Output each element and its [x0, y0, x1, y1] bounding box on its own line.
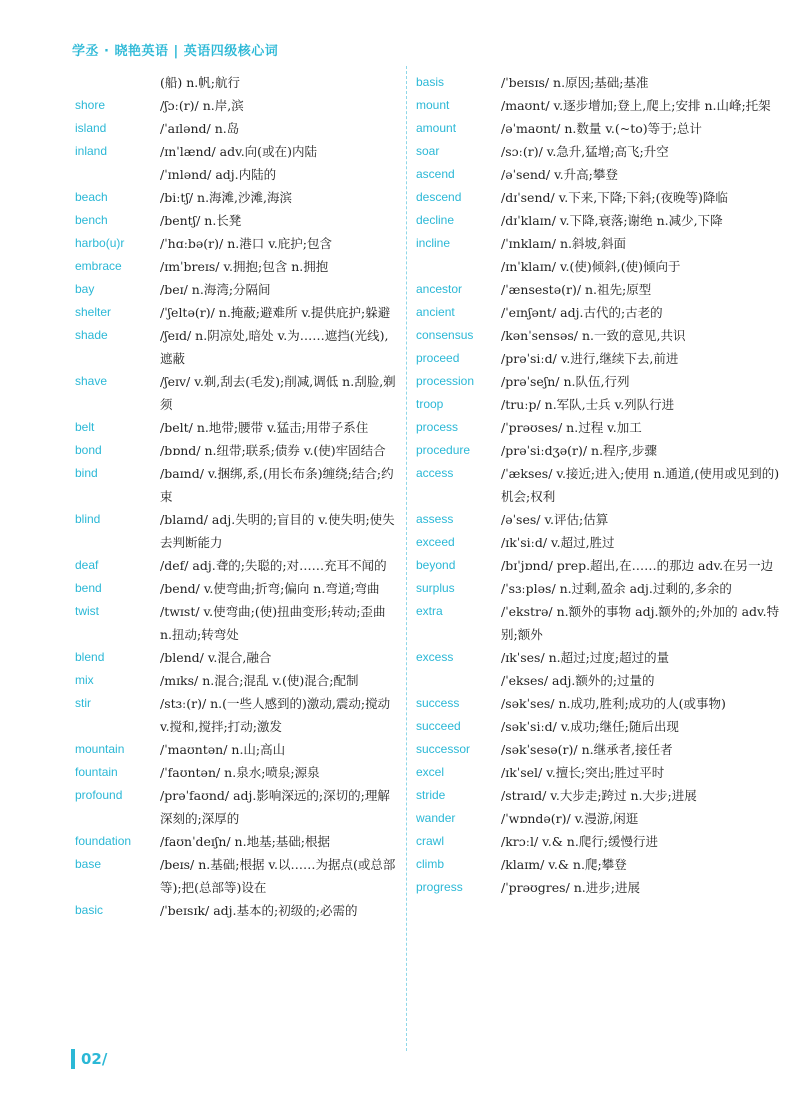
vocab-entry	[0, 232, 406, 255]
vocab-definition: /əˈses/ v.评估;估算	[501, 512, 609, 527]
vocab-definition: /truːp/ n.军队,士兵 v.列队行进	[501, 397, 675, 412]
vocab-word: crawl	[416, 834, 445, 848]
vocab-definition: /ˈænsestə(r)/ n.祖先;原型	[501, 282, 652, 297]
vocab-word: bond	[75, 443, 102, 457]
vocab-word: profound	[75, 788, 123, 802]
vocab-entry	[406, 646, 800, 669]
vocab-definition: /beɪ/ n.海湾;分隔间	[160, 282, 271, 297]
vocab-word: troop	[416, 397, 444, 411]
vocab-word: bench	[75, 213, 108, 227]
vocab-word: foundation	[75, 834, 132, 848]
vocab-definition: /ˈprəʊses/ n.过程 v.加工	[501, 420, 642, 435]
vocab-word: twist	[75, 604, 99, 618]
vocab-entry	[406, 370, 800, 393]
vocab-word: procedure	[416, 443, 471, 457]
vocab-entry	[0, 301, 406, 324]
vocab-word: access	[416, 466, 454, 480]
vocab-entry	[0, 508, 406, 554]
vocab-entry	[406, 715, 800, 738]
vocab-word: soar	[416, 144, 440, 158]
vocab-entry	[406, 140, 800, 163]
vocab-entry	[0, 830, 406, 853]
vocab-definition: /stɜː(r)/ n.(一些人感到的)激动,震动;搅动 v.搅和,搅拌;打动;激发	[160, 696, 391, 734]
vocab-definition: /ɪkˈses/ n.超过;过度;超过的量	[501, 650, 670, 665]
vocab-word: procession	[416, 374, 475, 388]
vocab-word: succeed	[416, 719, 461, 733]
vocab-entry	[406, 738, 800, 761]
right-column	[406, 71, 800, 899]
vocab-entry	[0, 577, 406, 600]
vocab-word: basis	[416, 75, 445, 89]
vocab-definition: /ˈsɜːpləs/ n.过剩,盈余 adj.过剩的,多余的	[501, 581, 732, 596]
vocab-entry	[406, 416, 800, 439]
vocab-word: climb	[416, 857, 445, 871]
vocab-word: mount	[416, 98, 450, 112]
vocab-word: base	[75, 857, 102, 871]
vocab-entry	[0, 853, 406, 899]
vocab-entry	[0, 600, 406, 646]
vocab-word: incline	[416, 236, 451, 250]
vocab-definition: /kənˈsensəs/ n.一致的意见,共识	[501, 328, 686, 343]
vocab-entry	[0, 117, 406, 140]
vocab-entry	[0, 761, 406, 784]
vocab-word: bind	[75, 466, 98, 480]
page-header: 学丞 · 晓艳英语 | 英语四级核心词	[72, 44, 279, 59]
vocab-entry	[406, 830, 800, 853]
vocab-word: shelter	[75, 305, 112, 319]
vocab-definition: /beɪs/ n.基础;根据 v.以……为据点(或总部等);把(总部等)设在	[160, 857, 396, 895]
vocab-word: excess	[416, 650, 454, 664]
vocab-entry	[0, 140, 406, 163]
vocab-word: progress	[416, 880, 463, 894]
vocab-word: deaf	[75, 558, 99, 572]
vocab-definition: /ˈʃeltə(r)/ n.掩蔽;避难所 v.提供庇护;躲避	[160, 305, 391, 320]
vocab-entry	[0, 278, 406, 301]
vocab-entry	[0, 554, 406, 577]
vocab-entry	[406, 117, 800, 140]
vocab-definition: /prəˈfaʊnd/ adj.影响深远的;深切的;理解深刻的;深厚的	[160, 788, 390, 826]
vocab-entry	[406, 577, 800, 600]
vocab-definition: /səkˈsiːd/ v.成功;继任;随后出现	[501, 719, 679, 734]
vocab-entry	[406, 853, 800, 876]
vocab-definition: /faʊnˈdeɪʃn/ n.地基;基础;根据	[160, 834, 331, 849]
vocab-definition: (船) n.帆;航行	[160, 75, 240, 90]
vocab-word: amount	[416, 121, 457, 135]
vocab-word: bay	[75, 282, 95, 296]
vocab-word: harbo(u)r	[75, 236, 125, 250]
vocab-definition: /straɪd/ v.大步走;跨过 n.大步;进展	[501, 788, 697, 803]
vocab-definition: /prəˈsiːd/ v.进行,继续下去,前进	[501, 351, 679, 366]
vocab-definition: /ˈaɪlənd/ n.岛	[160, 121, 240, 136]
vocab-word: blend	[75, 650, 105, 664]
vocab-definition: /biːtʃ/ n.海滩,沙滩,海滨	[160, 190, 292, 205]
vocab-word: shade	[75, 328, 108, 342]
vocab-definition: /twɪst/ v.使弯曲;(使)扭曲变形;转动;歪曲 n.扭动;转弯处	[160, 604, 386, 642]
vocab-entry	[0, 71, 406, 94]
vocab-entry	[406, 163, 800, 186]
vocab-definition: /belt/ n.地带;腰带 v.猛击;用带子系住	[160, 420, 369, 435]
vocab-word: assess	[416, 512, 454, 526]
vocab-word: consensus	[416, 328, 474, 342]
vocab-entry	[406, 876, 800, 899]
vocab-entry	[0, 209, 406, 232]
vocab-word: ascend	[416, 167, 455, 181]
vocab-entry	[0, 899, 406, 922]
vocab-entry	[406, 784, 800, 807]
vocab-definition: /əˈmaʊnt/ n.数量 v.(~to)等于;总计	[501, 121, 702, 136]
vocab-definition: /ˈekstrə/ n.额外的事物 adj.额外的;外加的 adv.特别;额外	[501, 604, 780, 642]
vocab-entry	[406, 554, 800, 577]
vocab-entry	[406, 255, 800, 278]
vocab-entry	[406, 186, 800, 209]
vocab-entry	[406, 669, 800, 692]
vocab-entry	[406, 531, 800, 554]
vocab-entry	[406, 94, 800, 117]
vocab-entry	[406, 347, 800, 370]
vocab-entry	[406, 508, 800, 531]
vocab-entry	[406, 71, 800, 94]
vocab-definition: /ˈbeɪsɪs/ n.原因;基础;基准	[501, 75, 649, 90]
vocab-definition: /bɒnd/ n.纽带;联系;债券 v.(使)牢固结合	[160, 443, 386, 458]
vocab-entry	[406, 209, 800, 232]
vocab-entry	[0, 439, 406, 462]
vocab-definition: /ɪnˈklaɪn/ v.(使)倾斜,(使)倾向于	[501, 259, 681, 274]
vocab-word: exceed	[416, 535, 455, 549]
vocab-word: belt	[75, 420, 95, 434]
vocab-definition: /səkˈses/ n.成功,胜利;成功的人(或事物)	[501, 696, 726, 711]
vocab-entry	[0, 692, 406, 738]
vocab-definition: /əˈsend/ v.升高;攀登	[501, 167, 618, 182]
vocab-definition: /ʃɔː(r)/ n.岸,滨	[160, 98, 244, 113]
vocab-definition: /ʃeɪv/ v.剃,刮去(毛发);削减,调低 n.刮脸,剃须	[160, 374, 396, 412]
vocab-definition: /ˈækses/ v.接近;进入;使用 n.通道,(使用或见到的)机会;权利	[501, 466, 780, 504]
vocab-entry	[406, 232, 800, 255]
vocab-entry	[0, 738, 406, 761]
vocab-word: embrace	[75, 259, 122, 273]
vocab-definition: /ˈɪnlənd/ adj.内陆的	[160, 167, 277, 182]
vocab-word: stride	[416, 788, 446, 802]
vocab-entry	[406, 301, 800, 324]
vocab-entry	[0, 370, 406, 416]
vocab-entry	[406, 807, 800, 830]
vocab-definition: /baɪnd/ v.捆绑,系,(用长布条)缠绕;结合;约束	[160, 466, 394, 504]
vocab-entry	[406, 761, 800, 784]
vocab-word: success	[416, 696, 460, 710]
vocab-definition: /ˈeɪnʃənt/ adj.古代的;古老的	[501, 305, 663, 320]
vocab-definition: /mɪks/ n.混合;混乱 v.(使)混合;配制	[160, 673, 359, 688]
vocab-entry	[406, 324, 800, 347]
vocab-definition: /ˈmaʊntən/ n.山;高山	[160, 742, 286, 757]
vocab-definition: /bend/ v.使弯曲;折弯;偏向 n.弯道;弯曲	[160, 581, 380, 596]
vocab-definition: /ɪmˈbreɪs/ v.拥抱;包含 n.拥抱	[160, 259, 329, 274]
vocab-word: wander	[416, 811, 456, 825]
vocab-word: surplus	[416, 581, 455, 595]
vocab-definition: /ˈfaʊntən/ n.泉水;喷泉;源泉	[160, 765, 320, 780]
vocab-word: descend	[416, 190, 462, 204]
vocab-entry	[406, 692, 800, 715]
vocab-word: shave	[75, 374, 108, 388]
vocab-word: extra	[416, 604, 443, 618]
vocab-definition: /ˈwɒndə(r)/ v.漫游,闲逛	[501, 811, 639, 826]
vocab-definition: /ɪnˈlænd/ adv.向(或在)内陆	[160, 144, 317, 159]
vocab-entry	[406, 600, 800, 646]
vocab-word: decline	[416, 213, 455, 227]
vocab-definition: /bentʃ/ n.长凳	[160, 213, 242, 228]
vocab-definition: /def/ adj.聋的;失聪的;对……充耳不闻的	[160, 558, 387, 573]
vocab-definition: /blend/ v.混合,融合	[160, 650, 272, 665]
vocab-entry	[0, 669, 406, 692]
vocab-entry	[0, 186, 406, 209]
vocab-word: stir	[75, 696, 91, 710]
vocab-entry	[0, 163, 406, 186]
vocab-definition: /dɪˈklaɪn/ v.下降,衰落;谢绝 n.减少,下降	[501, 213, 723, 228]
vocab-entry	[0, 462, 406, 508]
vocab-word: fountain	[75, 765, 118, 779]
vocab-word: basic	[75, 903, 104, 917]
left-column	[0, 71, 406, 922]
vocab-word: process	[416, 420, 459, 434]
vocab-entry	[406, 439, 800, 462]
vocab-definition: /ˈhɑːbə(r)/ n.港口 v.庇护;包含	[160, 236, 332, 251]
vocab-word: ancient	[416, 305, 455, 319]
vocab-entry	[0, 255, 406, 278]
vocab-entry	[406, 393, 800, 416]
vocab-definition: /bɪˈjɒnd/ prep.超出,在……的那边 adv.在另一边	[501, 558, 774, 573]
vocab-entry	[0, 416, 406, 439]
vocab-word: blind	[75, 512, 101, 526]
page-number: 02/	[71, 1049, 107, 1069]
vocab-definition: /krɔːl/ v.& n.爬行;缓慢行进	[501, 834, 659, 849]
vocab-word: ancestor	[416, 282, 463, 296]
vocab-definition: /sɔː(r)/ v.急升,猛增;高飞;升空	[501, 144, 669, 159]
vocab-entry	[0, 784, 406, 830]
vocab-entry	[0, 646, 406, 669]
vocab-word: island	[75, 121, 107, 135]
vocab-definition: /klaɪm/ v.& n.爬;攀登	[501, 857, 627, 872]
vocab-definition: /prəˈseʃn/ n.队伍,行列	[501, 374, 630, 389]
vocab-word: shore	[75, 98, 106, 112]
vocab-entry	[406, 278, 800, 301]
vocab-word: proceed	[416, 351, 460, 365]
vocab-word: successor	[416, 742, 471, 756]
vocab-definition: /blaɪnd/ adj.失明的;盲目的 v.使失明;使失去判断能力	[160, 512, 395, 550]
vocab-definition: /ˈɪnklaɪn/ n.斜坡,斜面	[501, 236, 626, 251]
vocab-definition: /ʃeɪd/ n.阴凉处,暗处 v.为……遮挡(光线),遮蔽	[160, 328, 389, 366]
vocab-word: excel	[416, 765, 445, 779]
vocab-word: bend	[75, 581, 102, 595]
vocab-word: beach	[75, 190, 108, 204]
vocab-word: beyond	[416, 558, 456, 572]
vocab-definition: /ˈbeɪsɪk/ adj.基本的;初级的;必需的	[160, 903, 358, 918]
vocab-definition: /dɪˈsend/ v.下来,下降;下斜;(夜晚等)降临	[501, 190, 728, 205]
vocab-word: inland	[75, 144, 108, 158]
vocab-definition: /ɪkˈsel/ v.擅长;突出;胜过平时	[501, 765, 665, 780]
vocab-word: mountain	[75, 742, 125, 756]
vocab-definition: /ɪkˈsiːd/ v.超过,胜过	[501, 535, 615, 550]
vocab-definition: /maʊnt/ v.逐步增加;登上,爬上;安排 n.山峰;托架	[501, 98, 771, 113]
vocab-definition: /səkˈsesə(r)/ n.继承者,接任者	[501, 742, 673, 757]
vocab-definition: /prəˈsiːdʒə(r)/ n.程序,步骤	[501, 443, 658, 458]
vocab-entry	[0, 94, 406, 117]
vocab-definition: /ˈprəʊgres/ n.进步;进展	[501, 880, 640, 895]
vocab-entry	[406, 462, 800, 508]
vocab-word: mix	[75, 673, 94, 687]
vocab-entry	[0, 324, 406, 370]
vocab-definition: /ˈekses/ adj.额外的;过量的	[501, 673, 655, 688]
